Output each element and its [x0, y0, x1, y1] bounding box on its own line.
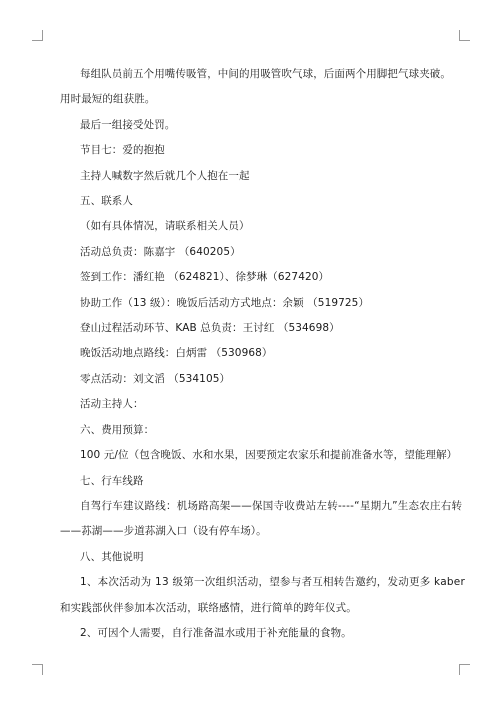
section-budget-heading: 六、费用预算： — [80, 423, 155, 436]
crop-mark-top-right — [459, 30, 470, 41]
contacts-note: （如有具体情况，请联系相关人员） — [80, 220, 250, 233]
other-note-1: 1、本次活动为 13 级第一次组织活动，望参与者互相转告邀约，发动更多 kaber — [80, 576, 466, 589]
section-contacts-heading: 五、联系人 — [80, 195, 133, 208]
other-note-2: 2、可因个人需要，自行准备温水或用于补充能量的食物。 — [80, 626, 352, 639]
budget-detail: 100 元/位（包含晚饭、水和水果，因要预定农家乐和提前准备水等，望能理解） — [80, 449, 458, 462]
program-seven-desc: 主持人喊数字然后就几个人抱在一起 — [80, 169, 250, 182]
contact-hiking-kab: 登山过程活动环节、KAB 总负责：王讨红 （534698） — [80, 322, 340, 335]
paragraph-game-rules: 每组队员前五个用嘴传吸管，中间的用吸管吹气球，后面两个用脚把气球夹破。 — [80, 68, 451, 80]
crop-mark-bottom-left — [32, 664, 43, 675]
contact-dinner-route: 晚饭活动地点路线：白炳雷 （530968） — [80, 347, 273, 360]
contact-checkin: 签到工作：潘红艳 （624821）、徐梦琳（627420） — [80, 271, 330, 284]
program-seven-heading: 节目七：爱的抱抱 — [80, 144, 165, 157]
crop-mark-bottom-right — [459, 664, 470, 675]
paragraph-game-rules-cont: 用时最短的组获胜。 — [60, 93, 156, 106]
route-detail-cont: ——荪湖——步道荪湖入口（设有停车场）。 — [60, 525, 267, 538]
contact-lead: 活动总负责：陈嘉宇 （640205） — [80, 245, 241, 258]
crop-mark-top-left — [32, 30, 43, 41]
section-other-heading: 八、其他说明 — [80, 550, 144, 563]
route-detail: 自驾行车建议路线：机场路高架——保国寺收费站左转----“星期九”生态农庄右转 — [80, 499, 463, 512]
section-route-heading: 七、行车线路 — [80, 474, 144, 487]
contact-host: 活动主持人： — [80, 398, 144, 411]
paragraph-penalty: 最后一组接受处罚。 — [80, 118, 176, 131]
other-note-1-cont: 和实践部伙伴参加本次活动，联络感情，进行简单的跨年仪式。 — [60, 601, 357, 614]
contact-assist: 协助工作（13 级）：晚饭后活动方式地点：余颖 （519725） — [80, 296, 370, 309]
document-body — [60, 62, 466, 646]
contact-midnight: 零点活动：刘文滔 （534105） — [80, 372, 231, 385]
